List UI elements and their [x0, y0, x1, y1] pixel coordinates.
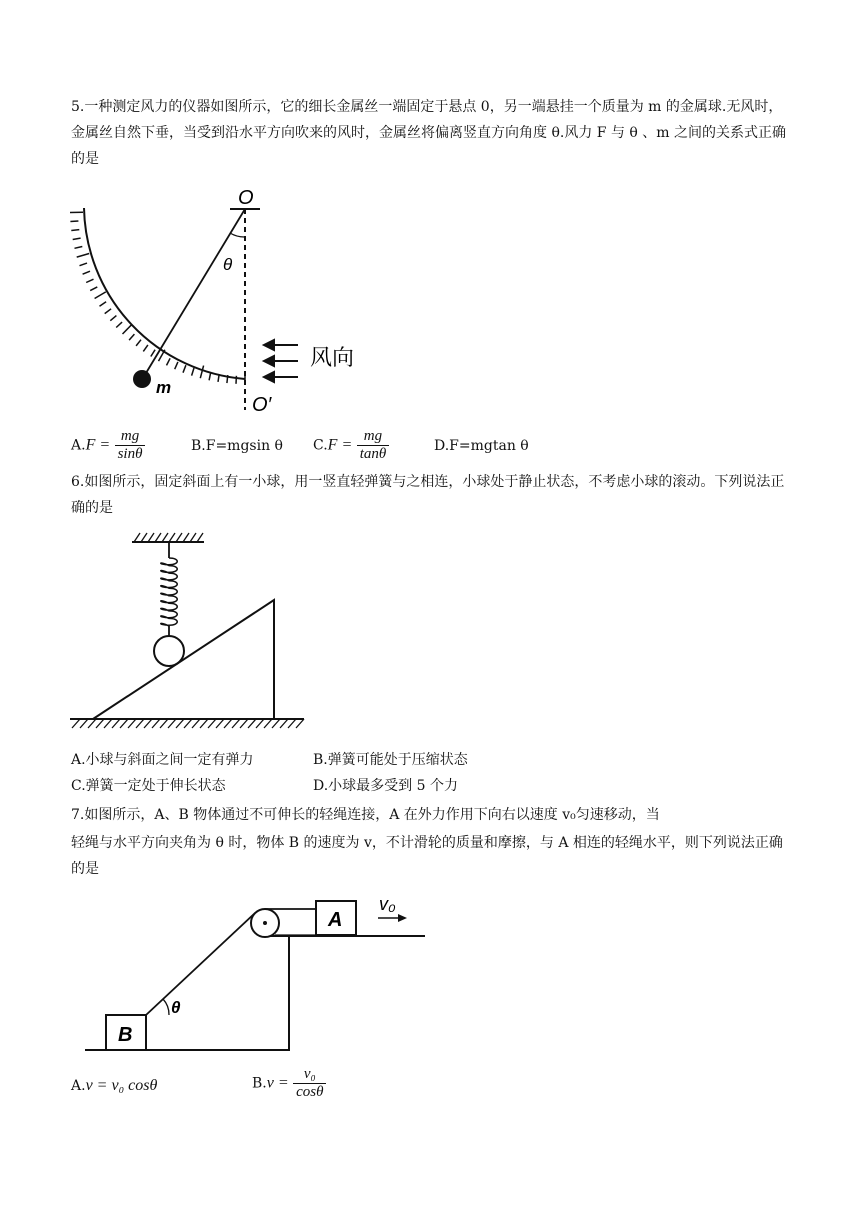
q5-option-a: A.F = $\frac{mg}{\sin\theta}$ [71, 428, 145, 463]
theta-arc [163, 999, 169, 1015]
q6-option-a: A.小球与斜面之间一定有弹力 [71, 752, 254, 768]
q5-option-b: B.F=mgsin θ [191, 438, 283, 454]
scale-arc [84, 208, 245, 379]
q6-option-c: C.弹簧一定处于伸长状态 [71, 778, 226, 794]
wind-meter-figure [70, 188, 390, 418]
label-v0: v₀ [379, 894, 396, 914]
label-wind-direction: 风向 [310, 345, 355, 370]
theta-arc [230, 233, 245, 237]
question-7-line-2: 轻绳与水平方向夹角为 θ 时，物体 B 的速度为 v，不计滑轮的质量和摩擦，与 A 相连的轻绳水平，则下列说法正确的是 [71, 835, 783, 877]
q7-option-a: A.v = v₀ cosθ [71, 1077, 158, 1094]
spring [161, 558, 178, 626]
label-o: O [238, 188, 254, 209]
q6-option-b: B.弹簧可能处于压缩状态 [313, 752, 468, 768]
metal-ball [133, 370, 151, 388]
rope-incline [146, 913, 255, 1015]
scale-ticks [70, 212, 245, 384]
question-6-text: 6.如图所示，固定斜面上有一小球，用一竖直轻弹簧与之相连，小球处于静止状态，不考虑小球的滚动。下列说法正确的是 [71, 474, 785, 516]
pulley-figure [85, 888, 435, 1058]
question-5-text: 5.一种测定风力的仪器如图所示，它的细长金属丝一端固定于悬点 0，另一端悬挂一个质量为 m 的金属球.无风时，金属丝自然下垂，当受到沿水平方向吹来的风时，金属丝将偏离竖直方向角度 θ.风力 F 与 θ 、m 之间的关系式正确的是 [71, 99, 786, 167]
label-theta: θ [223, 255, 233, 274]
label-m: m [156, 378, 172, 397]
label-theta: θ [171, 998, 181, 1017]
incline-spring-figure [68, 530, 318, 736]
label-a: A [328, 909, 343, 931]
q6-option-d: D.小球最多受到 5 个力 [313, 778, 458, 794]
incline [93, 600, 274, 719]
question-7-line-1: 7.如图所示，A、B 物体通过不可伸长的轻绳连接，A 在外力作用下向右以速度 v₀匀速移动，当 [71, 807, 660, 823]
q5-option-c: C.F = $\frac{mg}{\tan\theta}$ [313, 428, 389, 463]
label-o-prime: O′ [252, 394, 272, 416]
q5-option-d: D.F=mgtan θ [434, 438, 529, 454]
wind-arrows [264, 340, 298, 382]
metal-wire [143, 209, 245, 378]
q7-option-b: B.v = $\frac{\text{v₀}}{\cos\theta}$ [252, 1066, 326, 1101]
label-b: B [118, 1024, 133, 1046]
